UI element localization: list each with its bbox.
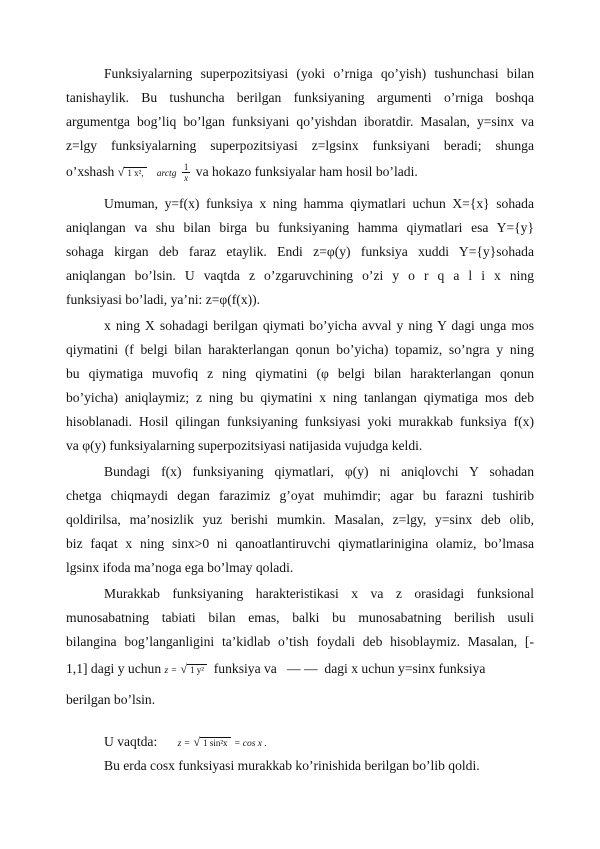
p6-rhs: = cos x . (233, 739, 267, 749)
p1-line-1: Funksiyalarning superpozitsiyasi (yoki o’rniga qo’yish) tushunchasi bilan (104, 66, 534, 81)
paragraph-7: Bu erda cosx funksiyasi murakkab ko’rinishida berilgan bo’lib qoldi. (104, 758, 480, 773)
interval-placeholder: — — (287, 661, 318, 676)
p1-line-4: z=lgy funksiyalarning superpozitsiyasi z=lgsinx funksiyani beradi; shunga (66, 138, 534, 153)
p5-line4-b: funksiya va (213, 661, 277, 676)
p3-line-2: qiymatini (f belgi bilan harakterlangan qonun bo’yicha) topamiz, so’ngra y ning (66, 342, 534, 357)
p5-line-5: berilgan bo’lsin. (66, 692, 156, 707)
p2-line-3: sohaga kirgan deb faraz etaylik. Endi z=φ(y) funksiya xuddi Y={y}sohada (66, 244, 534, 259)
p1-line5-suffix: va hokazo funksiyalar ham hosil bo’ladi. (195, 164, 418, 179)
p5-line-4 (66, 657, 534, 683)
p3-line-4: bo’yicha) aniqlaymiz; z ning bu qiymatini x ning tanlangan qiymatiga mos deb (66, 390, 534, 405)
p4-line-5: lgsinx ifoda ma’noga ega bo’lmay qoladi. (66, 560, 294, 575)
sqrt-1-y2: √ 1 y² (180, 657, 207, 682)
p5-line4-c: dagi x uchun y=sinx funksiya (324, 661, 486, 676)
p2-line-4: aniqlangan bo’lsin. U vaqtda z o’zgaruvchining o’zi y o r q a l i x ning (66, 268, 534, 283)
fraction-1-over-x (182, 162, 191, 183)
fraction-numerator: 1 (183, 162, 189, 173)
sqrt-1-y2-radicand: 1 y² (187, 664, 207, 675)
p3-line-6: va φ(y) funksiyalarning superpozitsiyasi natijasida vujudga keldi. (66, 438, 423, 453)
p5-line-1: Murakkab funksiyaning harakteristikasi x va z orasidagi funksional (104, 586, 534, 601)
p6-lhs: z = (177, 739, 191, 749)
p2-line-5: funksiyasi bo’ladi, ya’ni: z=φ(f(x)). (66, 292, 261, 307)
p6-prefix: U vaqtda: (104, 734, 158, 749)
p5-line-2: munosabatning tabiati bilan emas, balki bu munosabatning berilish usuli (66, 610, 534, 625)
sqrt-1-sin2x-radicand: 1 sin²x (200, 737, 230, 748)
sqrt-expression: √ 1 x², (118, 160, 147, 185)
p1-line-2: tanishaylik. Bu tushuncha berilgan funksiyaning argumenti o’rniga boshqa (66, 90, 534, 105)
p3-line-3: bu qiymatiga muvofiq z ning qiymatini (φ belgi bilan harakterlangan qonun (66, 366, 534, 381)
p4-line-4: biz faqat x ning sinx>0 ni qanoatlantiruvchi qiymatlarinigina olamiz, bo’lmasa (66, 536, 534, 551)
sqrt-radicand: 1 x², (124, 167, 146, 178)
fraction-denominator: x (184, 173, 189, 184)
p1-line-3: argumentga bog’liq bo’lgan funksiyani qo’yishdan iboratdir. Masalan, y=sinx va (66, 114, 534, 129)
arctg-label: arctg (156, 169, 177, 179)
p4-line-1: Bundagi f(x) funksiyaning qiymatlari, φ(y) ni aniqlovchi Y sohadan (104, 464, 534, 479)
sqrt-1-sin2x: √ 1 sin²x (194, 730, 231, 755)
paragraph-6-formula (104, 730, 572, 756)
formula-z-lhs: z = (164, 666, 178, 676)
p3-line-5: hisoblanadi. Hosil qilingan funksiyaning funksiyasi yoki murakkab funksiya f(x) (66, 414, 534, 429)
p5-line4-a: 1,1] dagi y uchun (66, 661, 162, 676)
p4-line-3: qoldirilsa, ma’nosizlik yuz berishi mumkin. Masalan, z=lgy, y=sinx deb olib, (66, 512, 534, 527)
p1-line-5 (66, 160, 534, 186)
p2-line-1: Umuman, y=f(x) funksiya x ning hamma qiymatlari uchun X={x} sohada (104, 196, 534, 211)
p2-line-2: aniqlangan va shu bilan birga bu funksiyaning hamma qiymatlari esa Y={y} (66, 220, 534, 235)
p1-line5-prefix: o’xshash (66, 164, 115, 179)
p3-line-1: x ning X sohadagi berilgan qiymati bo’yicha avval y ning Y dagi unga mos (104, 318, 534, 333)
p4-line-2: chetga chiqmaydi degan farazimiz g’oyat muhimdir; agar bu farazni tushirib (66, 488, 534, 503)
p5-line-3: bilangina bog’langanligini ta’kidlab o’tish foydali deb hisoblaymiz. Masalan, [- (66, 634, 534, 649)
